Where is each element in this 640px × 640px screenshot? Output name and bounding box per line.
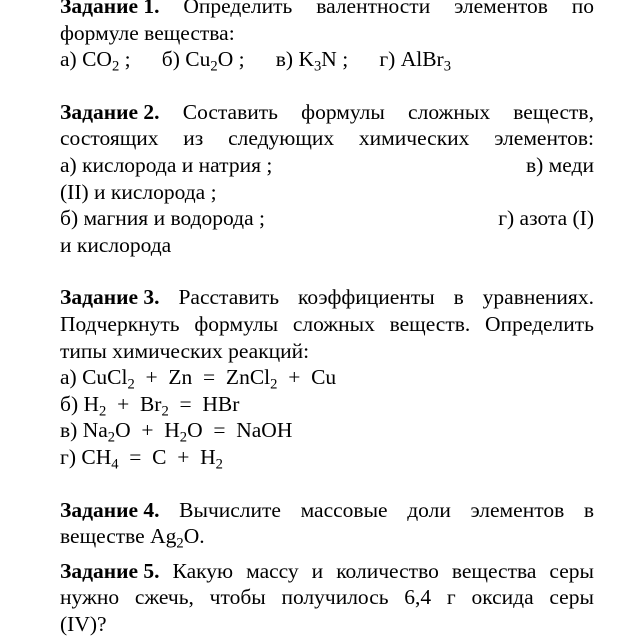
task-2-word: из	[183, 126, 204, 151]
task-5-word: вещества	[451, 558, 537, 583]
task-2-option-g-continued: и кислорода	[60, 232, 172, 257]
task-4-title: Задание 4.	[60, 497, 160, 522]
task-1-word: Определить	[183, 0, 293, 18]
task-3-word: в	[453, 285, 464, 310]
task-3-title: Задание 3.	[60, 285, 160, 310]
task-5-word: оксида	[471, 585, 534, 610]
task-2-row-a	[60, 152, 594, 179]
task-5-word: получилось	[281, 585, 389, 610]
task-1-title: Задание 1.	[60, 0, 160, 18]
task-5-word: Какую	[172, 558, 234, 583]
chemical-formula: $CH_4 = C + H_2$	[81, 444, 223, 473]
task-2	[60, 99, 594, 259]
equation-a: а) CuCl$_2$ + Zn = ZnCl$_2$ + Cu	[60, 365, 337, 393]
chemical-formula: веществе $Ag_2O$.	[60, 524, 205, 552]
task-5-word: серы	[549, 558, 594, 583]
task-3-line-2	[60, 311, 594, 338]
task-1-item: б) $Cu_2O$ ;	[161, 47, 245, 75]
task-3-word: Расставить	[178, 285, 280, 310]
task-5-word: 6,4	[404, 585, 432, 610]
task-5-word: массу	[246, 558, 299, 583]
chemical-formula: $Cu_2O$	[185, 47, 234, 75]
task-2-word: формулы	[301, 99, 385, 124]
task-1-items	[60, 46, 594, 73]
task-5	[60, 558, 594, 638]
task-2-line-2	[60, 125, 594, 152]
task-3-line-3: типы химических реакций:	[60, 338, 310, 363]
task-5-word: сжечь,	[134, 585, 194, 610]
task-1-word: валентности	[316, 0, 431, 18]
task-1-item: в) $K_3N$ ;	[275, 47, 349, 75]
task-3-word: коэффициенты	[298, 285, 435, 310]
task-2-option-b: б) магния и водорода ;	[60, 206, 265, 231]
task-4-word: в	[583, 497, 594, 522]
task-5-word: количество	[336, 558, 439, 583]
task-4-word: массовые	[300, 497, 388, 522]
task-2-option-v-continued: (II) и кислорода ;	[60, 179, 217, 204]
task-4-word: элементов	[470, 497, 565, 522]
task-3-word: уравнениях.	[482, 285, 594, 310]
chemical-formula: $Na_2O + H_2O$ = NaOH	[82, 418, 293, 446]
task-2-word: веществ,	[513, 99, 594, 124]
task-5-word: нужно	[60, 585, 120, 610]
task-3-line-1	[60, 284, 594, 311]
chemical-formula: $H_2 + Br_2$ = HBr	[83, 391, 240, 420]
task-5-line-1	[60, 558, 594, 585]
task-2-option-v: в) меди	[526, 152, 594, 177]
task-5-word: серы	[549, 585, 594, 610]
equation-v: в) $Na_2O + H_2O$ = NaOH	[60, 418, 293, 446]
task-2-word: состоящих	[60, 126, 159, 151]
task-3	[60, 284, 594, 473]
task-1-line-1	[60, 0, 594, 20]
task-2-word: Составить	[182, 99, 278, 124]
task-2-word: следующих	[228, 126, 335, 151]
task-4-word: Вычислите	[179, 497, 281, 522]
task-1-item: г) AlBr$_3$	[379, 47, 452, 75]
document-page	[60, 0, 594, 637]
task-5-word: г	[446, 585, 456, 610]
task-2-option-a: а) кислорода и натрия ;	[60, 152, 273, 177]
task-4	[60, 497, 594, 550]
task-3-word: веществ.	[389, 311, 471, 336]
task-4-line-2	[60, 523, 594, 550]
equation-b: б) $H_2 + Br_2$ = HBr	[60, 391, 240, 420]
task-2-row-b	[60, 205, 594, 232]
chemical-formula: $K_3N$	[298, 47, 337, 75]
task-5-word: и	[311, 558, 324, 583]
task-2-word: химических	[358, 126, 470, 151]
task-5-line-3: (IV)?	[60, 611, 107, 636]
task-5-line-2	[60, 584, 594, 611]
task-2-word: сложных	[408, 99, 491, 124]
equation-g: г) $CH_4 = C + H_2$	[60, 444, 223, 473]
task-1-word: по	[571, 0, 594, 18]
task-4-word: доли	[407, 497, 451, 522]
task-2-title: Задание 2.	[60, 99, 160, 124]
task-3-word: формулы	[194, 311, 279, 336]
task-5-word: чтобы	[209, 585, 266, 610]
task-4-line-1	[60, 497, 594, 524]
task-3-word: сложных	[292, 311, 375, 336]
chemical-formula: AlBr$_3$	[400, 47, 452, 75]
task-5-title: Задание 5.	[60, 558, 160, 583]
task-1	[60, 0, 594, 73]
task-1-line-2: формуле вещества:	[60, 20, 235, 45]
task-2-word: элементов:	[494, 126, 594, 151]
task-2-option-g: г) азота (I)	[498, 206, 594, 231]
task-1-item: а) $CO_2$ ;	[60, 47, 131, 75]
task-1-word: элементов	[454, 0, 548, 18]
chemical-formula: $CO_2$	[82, 47, 120, 75]
task-3-word: Подчеркнуть	[60, 311, 180, 336]
task-3-word: Определить	[485, 311, 594, 336]
chemical-formula: CuCl$_2$ + Zn = ZnCl$_2$ + Cu	[82, 365, 337, 393]
task-2-line-1	[60, 99, 594, 126]
